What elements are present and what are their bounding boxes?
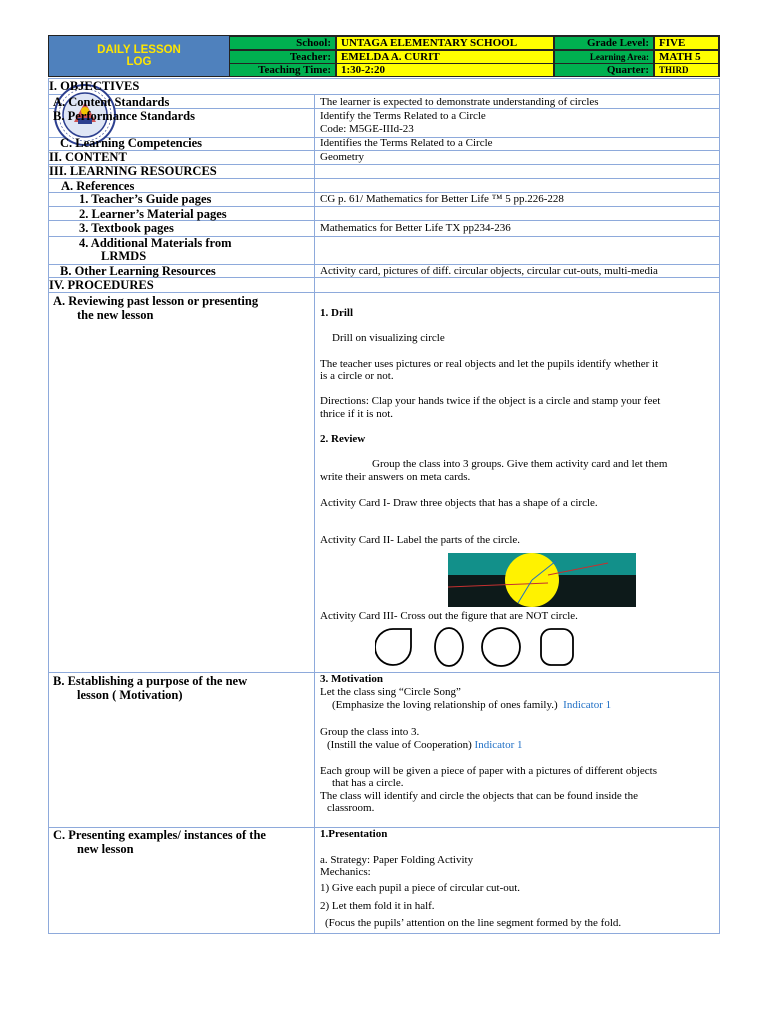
motivation-line2-text: (Emphasize the loving relationship of ones family.) (332, 699, 558, 711)
drill-paragraph2-line1: Directions: Clap your hands twice if the object is a circle and stamp your feet (320, 395, 661, 407)
activity-card-1: Activity Card I- Draw three objects that has a shape of a circle. (320, 497, 598, 509)
procedures-heading: IV. PROCEDURES (49, 278, 154, 292)
motivation-line4 (327, 739, 523, 751)
row-content (49, 151, 719, 165)
motivation-line5: Each group will be given a piece of paper with a pictures of different objects (320, 765, 658, 777)
procedure-b-label-line1: B. Establishing a purpose of the new (53, 674, 248, 688)
tg-value: CG p. 61/ Mathematics for Better Life ™ 5 pp.226-228 (320, 193, 564, 205)
motivation-line8: classroom. (327, 802, 375, 814)
teacher-value: EMELDA A. CURIT (336, 50, 554, 64)
content-value: Geometry (320, 151, 364, 163)
circle-diagram-image (448, 553, 636, 607)
competencies-value: Identifies the Terms Related to a Circle (320, 137, 493, 149)
drill-paragraph1-line2: is a circle or not. (320, 370, 394, 382)
presentation-title: 1.Presentation (320, 828, 388, 840)
school-value: UNTAGA ELEMENTARY SCHOOL (336, 36, 554, 50)
additional-label-line1: 4. Additional Materials from (79, 236, 232, 250)
header-title-cell (49, 36, 229, 76)
motivation-line1: Let the class sing “Circle Song” (320, 686, 461, 698)
presentation-line1: a. Strategy: Paper Folding Activity (320, 854, 474, 866)
textbook-label: 3. Textbook pages (79, 221, 174, 235)
quarter-label: Quarter: (554, 63, 654, 77)
review-paragraph-line1: Group the class into 3 groups. Give them activity card and let them (372, 458, 668, 470)
motivation-line3: Group the class into 3. (320, 726, 420, 738)
header-title-line2: LOG (126, 56, 152, 68)
teaching-time-label: Teaching Time: (229, 63, 336, 77)
header-title-line1: DAILY LESSON (97, 44, 181, 56)
review-title: 2. Review (320, 433, 366, 445)
grade-label: Grade Level: (554, 36, 654, 50)
header-title (89, 44, 189, 68)
drill-paragraph2-line2: thrice if it is not. (320, 408, 394, 420)
indicator-1-tag-2: Indicator 1 (474, 739, 523, 751)
objectives-heading: I. OBJECTIVES (49, 79, 140, 93)
motivation-line6: that has a circle. (332, 777, 404, 789)
row-objectives (49, 79, 719, 95)
motivation-line7: The class will identify and circle the objects that can be found inside the (320, 790, 638, 802)
motivation-title: 3. Motivation (320, 673, 383, 685)
lesson-table (48, 78, 720, 934)
drill-paragraph1-line1: The teacher uses pictures or real objects and let the pupils identify whether it (320, 358, 659, 370)
grade-value: FIVE (654, 36, 719, 50)
other-resources-value: Activity card, pictures of diff. circular objects, circular cut-outs, multi-media (320, 265, 658, 277)
presentation-line4: 2) Let them fold it in half. (320, 900, 435, 912)
competencies-label: C. Learning Competencies (60, 136, 202, 150)
procedure-c-label-line2: new lesson (77, 842, 134, 856)
presentation-line5: (Focus the pupils’ attention on the line segment formed by the fold. (325, 917, 622, 929)
references-label: A. References (61, 179, 135, 193)
activity-card-2: Activity Card II- Label the parts of the circle. (320, 534, 521, 546)
other-resources-label: B. Other Learning Resources (60, 264, 216, 278)
procedure-c-label-line1: C. Presenting examples/ instances of the (53, 828, 266, 842)
row-references (49, 179, 719, 193)
procedure-b-label-line2: lesson ( Motivation) (77, 688, 183, 702)
drill-line: Drill on visualizing circle (332, 332, 445, 344)
lm-label: 2. Learner’s Material pages (79, 207, 227, 221)
content-standards-label: A. Content Standards (53, 95, 170, 109)
tg-label: 1. Teacher’s Guide pages (79, 192, 212, 206)
learning-area-label: Learning Area: (554, 50, 654, 64)
activity-card-3: Activity Card III- Cross out the figure that are NOT circle. (320, 610, 578, 622)
school-label: School: (229, 36, 336, 50)
teacher-label: Teacher: (229, 50, 336, 64)
procedure-a-label-line2: the new lesson (77, 308, 154, 322)
indicator-1-tag: Indicator 1 (563, 699, 612, 711)
presentation-line3: 1) Give each pupil a piece of circular cut-out. (320, 882, 521, 894)
non-circle-shapes-image (375, 625, 583, 669)
procedure-a-label-line1: A. Reviewing past lesson or presenting (53, 294, 259, 308)
performance-standards-value: Identify the Terms Related to a Circle (320, 110, 486, 122)
learning-area-value: MATH 5 (654, 50, 719, 64)
performance-standards-code: Code: M5GE-IIId-23 (320, 123, 414, 135)
teaching-time-value: 1:30-2:20 (336, 63, 554, 77)
content-standards-value: The learner is expected to demonstrate understanding of circles (320, 96, 599, 108)
presentation-line2: Mechanics: (320, 866, 371, 878)
additional-label-line2: LRMDS (101, 249, 147, 263)
review-paragraph-line2: write their answers on meta cards. (320, 471, 471, 483)
resources-heading: III. LEARNING RESOURCES (49, 164, 217, 178)
quarter-value: THIRD (654, 63, 719, 77)
motivation-line4-text: (Instill the value of Cooperation) (327, 739, 472, 751)
drill-title: 1. Drill (320, 307, 353, 319)
performance-standards-label: B. Performance Standards (53, 109, 195, 123)
textbook-value: Mathematics for Better Life TX pp234-236 (320, 222, 511, 234)
content-heading: II. CONTENT (49, 150, 127, 164)
motivation-line2 (332, 699, 611, 711)
